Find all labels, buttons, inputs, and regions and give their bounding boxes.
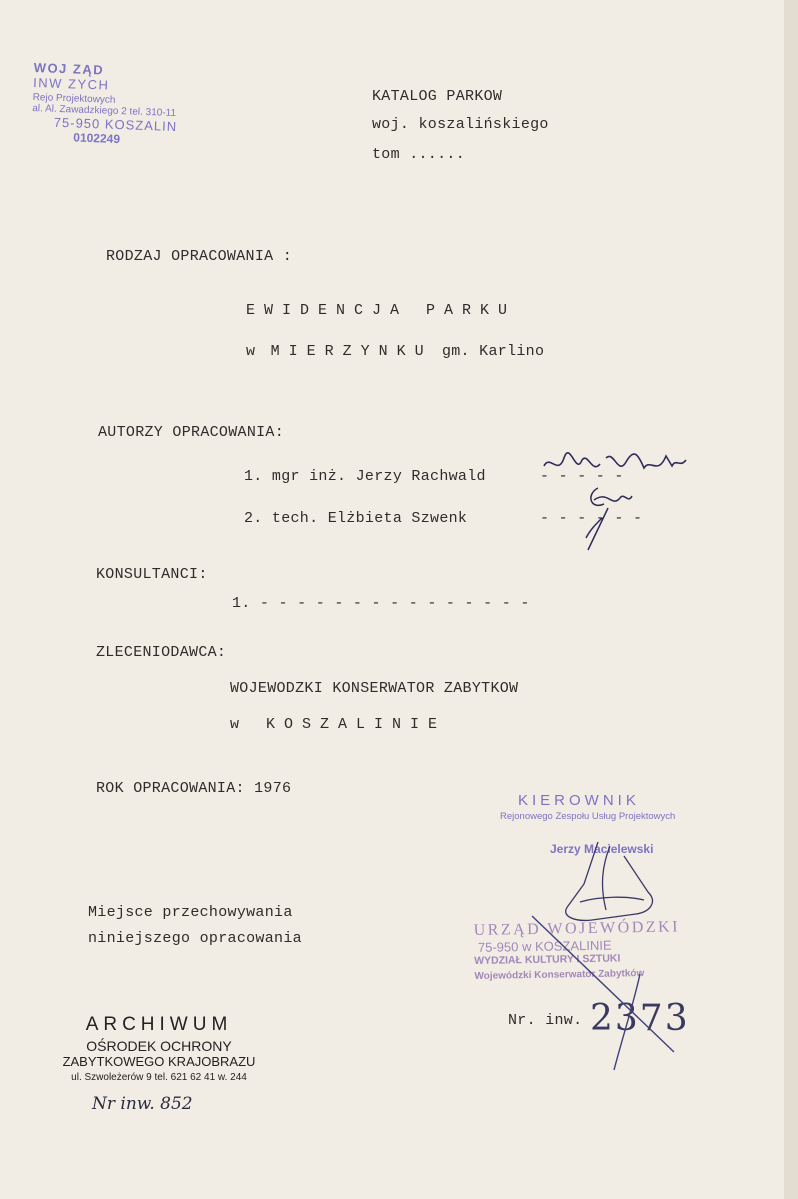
archiwum-line4: ul. Szwoleżerów 9 tel. 621 62 41 w. 244 <box>71 1072 247 1083</box>
miejsce-line-2: niniejszego opracowania <box>88 930 302 947</box>
miejsce-line-1: Miejsce przechowywania <box>88 904 293 921</box>
stamp-line: 75-950 KOSZALIN <box>53 114 178 135</box>
title-prefix: w <box>246 343 256 360</box>
rodzaj-label: RODZAJ OPRACOWANIA : <box>106 248 293 265</box>
title-suffix: gm. Karlino <box>441 343 545 360</box>
stamp-urzad-line4: Wojewódzki Konserwator Zabytków <box>474 968 645 983</box>
title-line-2 <box>246 343 544 360</box>
author-2-dashes: - - - - - - <box>540 510 643 527</box>
stamp-kierownik-title: KIEROWNIK <box>518 792 640 809</box>
stamp-line: INW ZYCH <box>32 75 110 93</box>
author-1-dashes: - - - - - <box>540 468 624 485</box>
archiwum-line3: ZABYTKOWEGO KRAJOBRAZU <box>62 1054 256 1069</box>
stamp-kierownik-line2: Rejonowego Zespołu Usług Projektowych <box>500 811 676 822</box>
page-edge <box>784 0 798 1199</box>
diagonal-strike-line <box>528 912 678 1072</box>
nr-inw-label: Nr. inw. <box>508 1012 583 1029</box>
archiwum-line2: OŚRODEK OCHRONY <box>86 1038 232 1054</box>
konsultanci-label: KONSULTANCI: <box>96 566 208 583</box>
stamp-urzad-line1: URZĄD WOJEWÓDZKI <box>473 918 681 940</box>
stamp-urzad-line3: WYDZIAŁ KULTURY I SZTUKI <box>474 952 621 968</box>
zleceniodawca-label: ZLECENIODAWCA: <box>96 644 227 661</box>
title-line-1: EWIDENCJA PARKU <box>246 302 517 319</box>
zleceniodawca-line-2: w KOSZALINIE <box>230 716 447 733</box>
nr-inw-value: 2373 <box>590 998 690 1039</box>
stamp-line: Rejo Projektowych <box>32 92 116 106</box>
author-1: 1. mgr inż. Jerzy Rachwald <box>244 468 486 485</box>
catalog-line-2: woj. koszalińskiego <box>372 116 549 133</box>
stamp-kierownik-name: Jerzy Macielewski <box>550 842 654 856</box>
konsultant-1: 1. - - - - - - - - - - - - - - - <box>232 595 530 612</box>
author-2: 2. tech. Elżbieta Szwenk <box>244 510 468 527</box>
stamp-line: al. Al. Zawadzkiego 2 tel. 310-11 <box>32 102 177 120</box>
stamp-urzad-line2: 75-950 w KOSZALINIE <box>477 937 612 955</box>
rok-label: ROK OPRACOWANIA: 1976 <box>96 780 292 797</box>
archiwum-title: ARCHIWUM <box>85 1014 233 1035</box>
handwritten-inventory-note: Nr inw. 852 <box>92 1094 193 1114</box>
signature-author-2 <box>568 478 648 558</box>
stamp-archiwum <box>52 1014 266 1083</box>
stamp-line: WOJ ZĄD <box>33 60 105 78</box>
stamp-top-left <box>30 60 264 178</box>
catalog-line-1: KATALOG PARKOW <box>372 88 503 105</box>
autorzy-label: AUTORZY OPRACOWANIA: <box>98 424 285 441</box>
title-place-name: MIERZYNKU <box>270 343 433 360</box>
zleceniodawca-line-1: WOJEWODZKI KONSERWATOR ZABYTKOW <box>230 680 519 697</box>
stamp-line: 0102249 <box>73 130 121 147</box>
catalog-line-3: tom ...... <box>372 146 466 163</box>
